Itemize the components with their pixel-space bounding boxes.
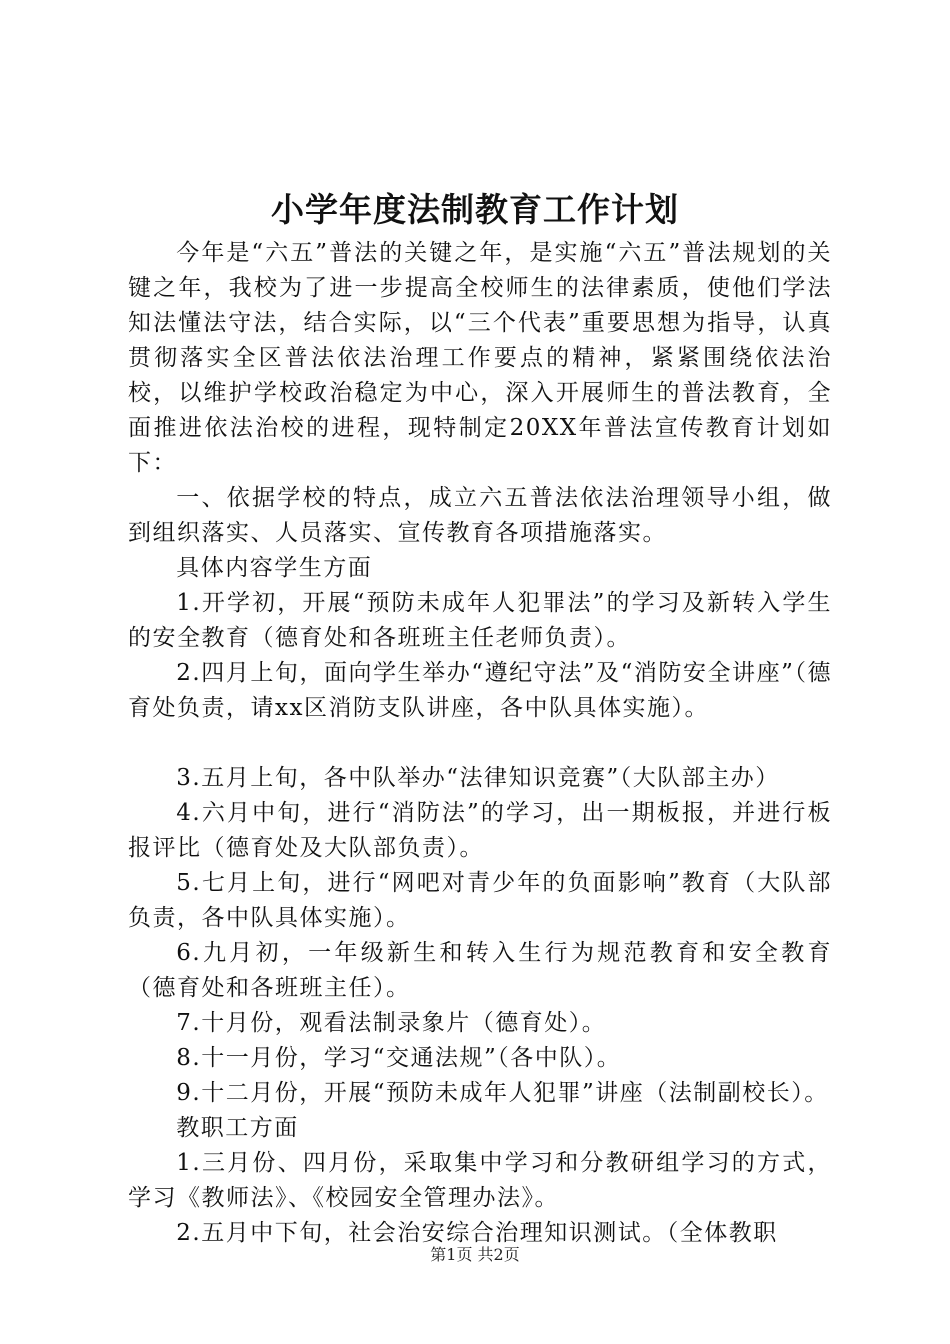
paragraph-staff-item-2: 2.五月中下旬，社会治安综合治理知识测试。（全体教职 <box>176 1220 778 1246</box>
paragraph-student-item-5: 5.七月上旬，进行“网吧对青少年的负面影响”教育（大队部负责，各中队具体实施）。 <box>128 870 832 931</box>
paragraph-student-item-6: 6.九月初，一年级新生和转入生行为规范教育和安全教育（德育处和各班班主任）。 <box>128 940 832 1001</box>
paragraph-staff-heading: 教职工方面 <box>176 1115 299 1141</box>
paragraph-section-one: 一、依据学校的特点，成立六五普法依法治理领导小组，做到组织落实、人员落实、宣传教育各项措施落实。 <box>128 485 832 546</box>
document-title: 小学年度法制教育工作计划 <box>271 190 679 229</box>
paragraph-intro: 今年是“六五”普法的关键之年，是实施“六五”普法规划的关键之年，我校为了进一步提高全校师生的法律素质，使他们学法知法懂法守法，结合实际，以“三个代表”重要思想为指导，认真贯彻落实全区普法依法治理工作要点的精神，紧紧围绕依法治校，以维护学校政治稳定为中心，深入开展师生的普法教育，全面推进依法治校的进程，现特制定20XX年普法宣传教育计划如下： <box>128 240 832 476</box>
document-body <box>128 236 832 1251</box>
paragraph-student-item-2: 2.四月上旬，面向学生举办“遵纪守法”及“消防安全讲座”（德育处负责，请xx区消防支队讲座，各中队具体实施）。 <box>128 660 832 721</box>
paragraph-staff-item-1: 1.三月份、四月份，采取集中学习和分教研组学习的方式，学习《教师法》、《校园安全管理办法》。 <box>128 1150 832 1211</box>
paragraph-student-item-4: 4.六月中旬，进行“消防法”的学习，出一期板报，并进行板报评比（德育处及大队部负责）。 <box>128 800 832 861</box>
paragraph-student-item-3: 3.五月上旬，各中队举办“法律知识竞赛”（大队部主办） <box>176 765 780 791</box>
page-footer: 第1页 共2页 <box>430 1245 520 1264</box>
paragraph-student-item-7: 7.十月份，观看法制录象片（德育处）。 <box>176 1010 607 1036</box>
paragraph-student-item-9: 9.十二月份，开展“预防未成年人犯罪”讲座（法制副校长）。 <box>176 1080 829 1106</box>
paragraph-student-item-8: 8.十一月份，学习“交通法规”（各中队）。 <box>176 1045 622 1071</box>
paragraph-student-item-1: 1.开学初，开展“预防未成年人犯罪法”的学习及新转入学生的安全教育（德育处和各班班主任老师负责）。 <box>128 590 832 651</box>
paragraph-students-heading: 具体内容学生方面 <box>176 555 373 581</box>
